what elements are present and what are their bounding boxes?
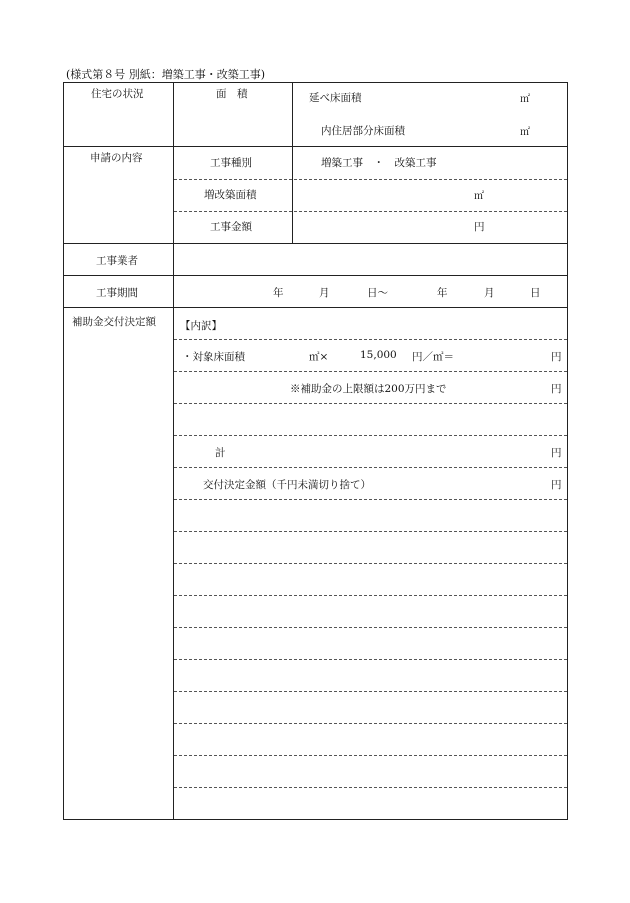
row-divider-dashed: [174, 179, 567, 180]
residential-floor-area-label: 内住居部分床面積: [321, 125, 405, 137]
application-contents-label: 申請の内容: [90, 152, 143, 164]
row-divider-dashed: [174, 787, 567, 788]
document-title: (様式第８号 別紙：増築工事・改築工事): [66, 68, 266, 81]
target-area-yen: 円: [551, 351, 562, 363]
row-divider-dashed: [174, 563, 567, 564]
label-column-divider: [173, 83, 174, 819]
period-start-month: 月: [319, 287, 330, 299]
decision-amount-label: 交付決定金額（千円未満切り捨て）: [203, 479, 371, 491]
row-divider-dashed: [174, 467, 567, 468]
total-floor-area-label: 延べ床面積: [309, 92, 362, 104]
housing-area-label: 面 積: [216, 88, 248, 100]
row-divider-dashed: [174, 435, 567, 436]
row-divider: [64, 146, 567, 147]
per-sqm-equals: 円／㎡＝: [412, 351, 454, 363]
period-end-year: 年: [437, 287, 448, 299]
period-start-day: 日～: [367, 287, 388, 299]
row-divider-dashed: [174, 659, 567, 660]
construction-amount-unit: 円: [474, 221, 485, 233]
work-type-value: 増築工事 ・ 改築工事: [321, 157, 437, 169]
row-divider: [64, 243, 567, 244]
contractor-label: 工事業者: [96, 255, 138, 267]
application-form-table: [63, 82, 568, 820]
row-divider-dashed: [174, 723, 567, 724]
subsidy-decision-label: 補助金交付決定額: [72, 316, 156, 328]
unit-rate: 15,000: [360, 349, 397, 361]
breakdown-heading: 【内訳】: [180, 320, 222, 332]
residential-floor-area-unit: ㎡: [520, 127, 530, 138]
row-divider-dashed: [174, 531, 567, 532]
sqm-times: ㎡×: [309, 351, 329, 363]
extension-area-label: 増改築面積: [204, 189, 257, 201]
housing-status-label: 住宅の状況: [91, 88, 144, 100]
row-divider-dashed: [174, 755, 567, 756]
total-yen: 円: [551, 447, 562, 459]
period-end-month: 月: [484, 287, 495, 299]
row-divider-dashed: [174, 691, 567, 692]
construction-amount-label: 工事金額: [210, 221, 252, 233]
row-divider-dashed: [174, 339, 567, 340]
total-label: 計: [215, 447, 226, 459]
row-divider: [64, 307, 567, 308]
row-divider-dashed: [174, 211, 567, 212]
total-floor-area-unit: ㎡: [520, 94, 530, 105]
inner-column-divider: [292, 83, 293, 243]
row-divider-dashed: [174, 499, 567, 500]
row-divider: [64, 275, 567, 276]
period-start-year: 年: [273, 287, 284, 299]
row-divider-dashed: [174, 371, 567, 372]
extension-area-unit: ㎡: [474, 191, 484, 202]
limit-yen: 円: [551, 383, 562, 395]
row-divider-dashed: [174, 403, 567, 404]
work-type-label: 工事種別: [210, 157, 252, 169]
subsidy-limit-note: ※補助金の上限額は200万円まで: [290, 383, 447, 395]
construction-period-label: 工事期間: [96, 287, 138, 299]
row-divider-dashed: [174, 595, 567, 596]
row-divider-dashed: [174, 627, 567, 628]
target-floor-area-label: ・対象床面積: [182, 351, 245, 363]
period-end-day: 日: [530, 287, 541, 299]
decision-amount-yen: 円: [551, 479, 562, 491]
